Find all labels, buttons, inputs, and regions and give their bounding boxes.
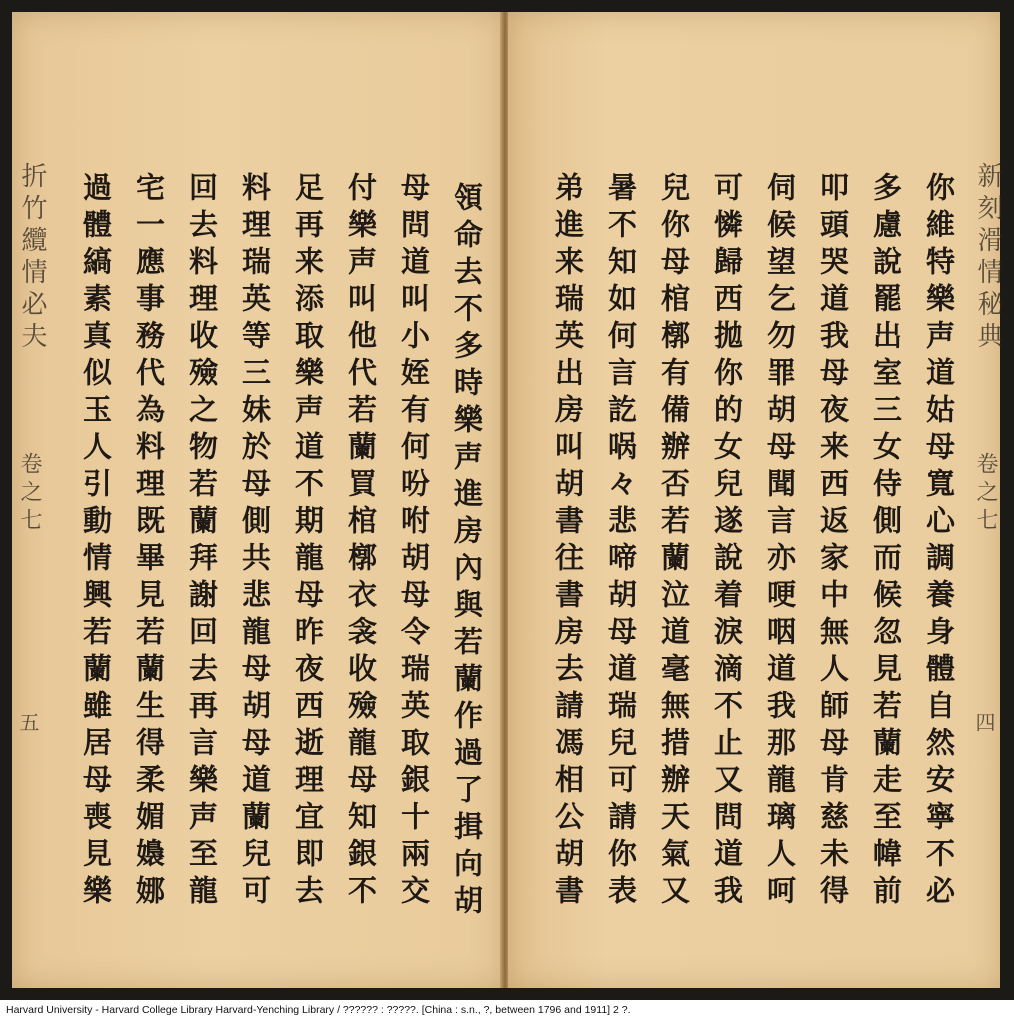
citation-footer: Harvard University - Harvard College Library Harvard-Yenching Library / ?????? : ?????. [China : s.n., ?, between 1796 and 1911] 2 ?.	[6, 1004, 631, 1016]
text-column: 叩頭哭道我母夜来西返家中無人師母肯慈未得	[816, 172, 850, 912]
text-column: 兒你母棺槨有備辦否若蘭泣道毫無措辦天氣又	[657, 172, 691, 912]
text-column: 回去料理收殮之物若蘭拜謝回去再言樂声至龍	[185, 172, 219, 912]
text-column: 付樂声叫他代若蘭買棺槨衣衾收殮龍母知銀不	[344, 172, 378, 912]
text-column: 領命去不多時樂声進房內與若蘭作過了揖向胡	[450, 182, 484, 922]
right-edge-volume-mark: 卷之七	[973, 452, 998, 536]
left-page	[12, 12, 502, 988]
text-column: 母問道叫小姪有何吩咐胡母令瑞英取銀十兩交	[397, 172, 431, 912]
text-column: 宅一應事務代為料理既畢見若蘭生得柔媚嬝娜	[132, 172, 166, 912]
text-column: 足再来添取樂声道不期龍母昨夜西逝理宜即去	[291, 172, 325, 912]
text-column: 伺候望乞勿罪胡母聞言亦哽咽道我那龍璃人呵	[763, 172, 797, 912]
right-edge-marginal-text: 新刻滑情秘典	[973, 162, 1003, 354]
left-edge-marginal-text: 折竹纜情必夫	[17, 162, 47, 354]
left-edge-page-number: 五	[16, 712, 40, 738]
left-edge-volume-mark: 卷之七	[17, 452, 42, 536]
right-edge-page-number: 四	[972, 712, 996, 738]
text-column: 多慮說罷出室三女侍側而候忽見若蘭走至幃前	[869, 172, 903, 912]
text-column: 料理瑞英等三妹於母側共悲龍母胡母道蘭兒可	[238, 172, 272, 912]
text-column: 可憐歸西拋你的女兒遂說着淚滴不止又問道我	[710, 172, 744, 912]
text-column: 你維特樂声道姑母寬心調養身體自然安寧不必	[922, 172, 956, 912]
right-page	[508, 12, 1003, 988]
text-column: 暑不知如何言訖㖞々悲啼胡母道瑞兒可請你表	[604, 172, 638, 912]
text-column: 過體縞素真似玉人引動情興若蘭雖居母喪見樂	[79, 172, 113, 912]
text-column: 弟進来瑞英出房叫胡書往書房去請馮相公胡書	[551, 172, 585, 912]
